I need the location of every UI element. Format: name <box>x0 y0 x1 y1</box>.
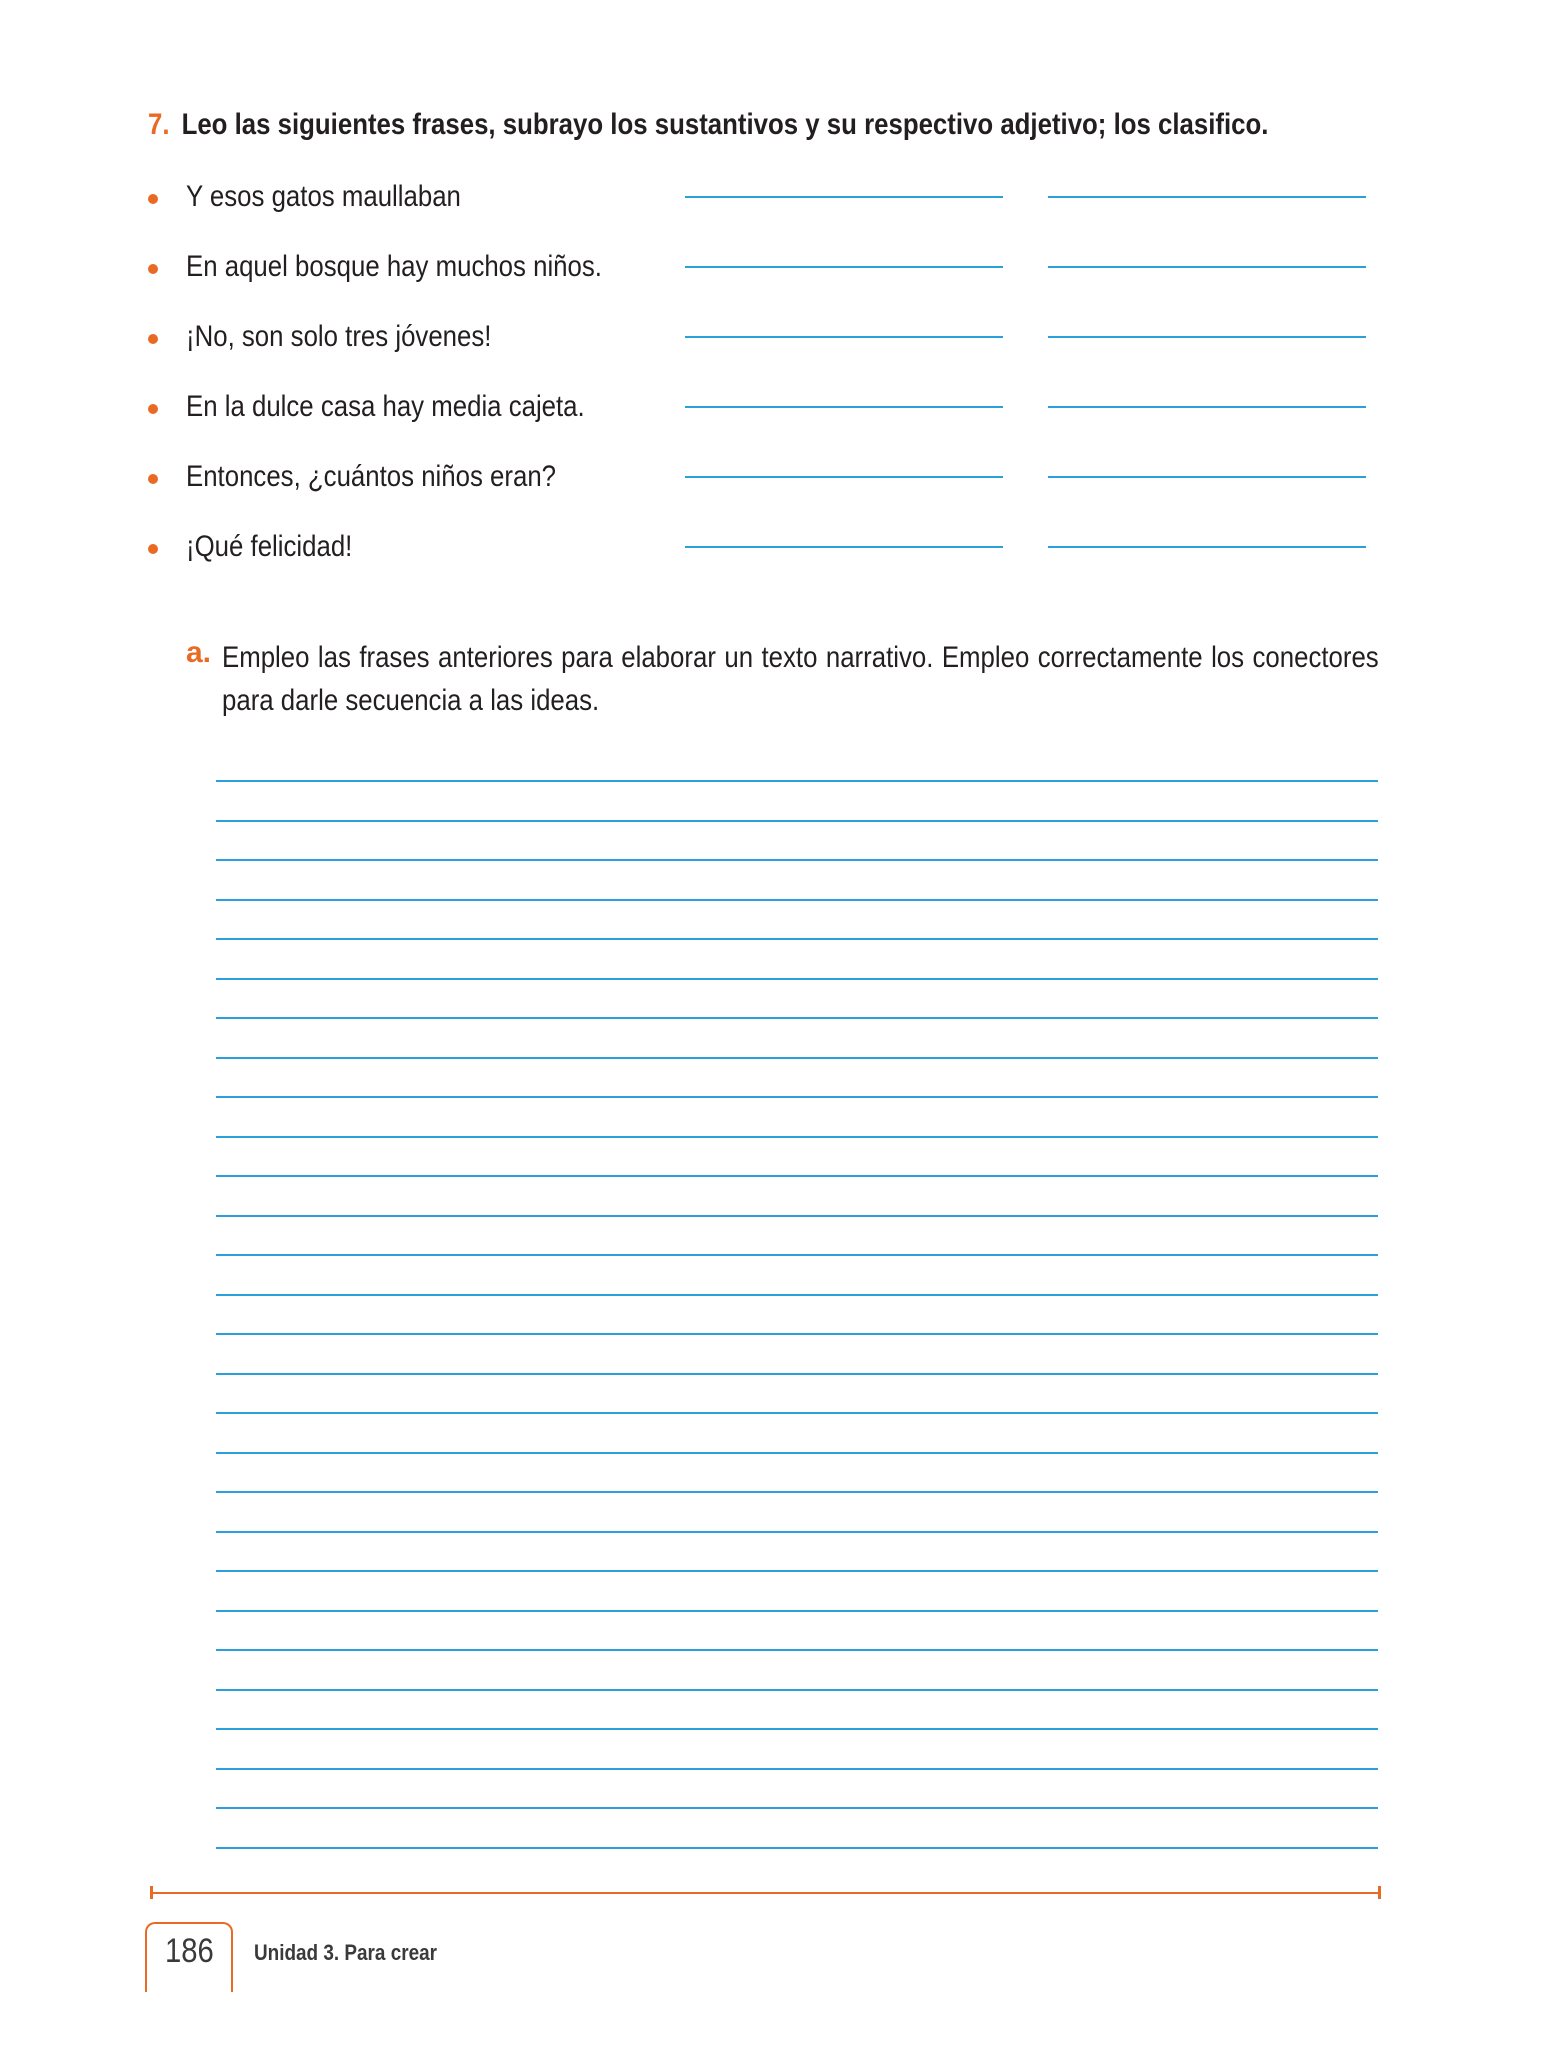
answer-line-adjective[interactable] <box>1048 196 1366 198</box>
answer-line-noun[interactable] <box>685 336 1003 338</box>
answer-line-adjective[interactable] <box>1048 546 1366 548</box>
writing-line[interactable] <box>216 1101 1378 1138</box>
bullet-icon <box>148 194 158 204</box>
writing-line[interactable] <box>216 824 1378 861</box>
footer-rule <box>150 1892 1380 1894</box>
phrase-row <box>148 520 1398 590</box>
writing-line[interactable] <box>216 1733 1378 1770</box>
answer-line-noun[interactable] <box>685 266 1003 268</box>
answer-line-adjective[interactable] <box>1048 406 1366 408</box>
writing-line[interactable] <box>216 1298 1378 1335</box>
writing-line[interactable] <box>216 1812 1378 1849</box>
bullet-icon <box>148 474 158 484</box>
answer-line-adjective[interactable] <box>1048 476 1366 478</box>
bullet-icon <box>148 544 158 554</box>
phrase-row <box>148 380 1398 450</box>
phrase-text: ¡No, son solo tres jóvenes! <box>186 320 492 353</box>
writing-line[interactable] <box>216 1140 1378 1177</box>
phrase-list <box>148 170 1398 590</box>
writing-line[interactable] <box>216 745 1378 782</box>
writing-line[interactable] <box>216 785 1378 822</box>
writing-line[interactable] <box>216 1417 1378 1454</box>
writing-line[interactable] <box>216 1338 1378 1375</box>
footer-rule-cap <box>150 1886 153 1899</box>
writing-line[interactable] <box>216 1219 1378 1256</box>
writing-line[interactable] <box>216 1180 1378 1217</box>
answer-line-noun[interactable] <box>685 406 1003 408</box>
answer-line-noun[interactable] <box>685 476 1003 478</box>
phrase-text: En la dulce casa hay media cajeta. <box>186 390 585 423</box>
writing-line[interactable] <box>216 1022 1378 1059</box>
writing-line[interactable] <box>216 1535 1378 1572</box>
writing-line[interactable] <box>216 982 1378 1019</box>
writing-line[interactable] <box>216 1456 1378 1493</box>
writing-line[interactable] <box>216 864 1378 901</box>
writing-line[interactable] <box>216 1061 1378 1098</box>
exercise-number: 7. <box>148 108 170 141</box>
writing-line[interactable] <box>216 903 1378 940</box>
writing-line[interactable] <box>216 1496 1378 1533</box>
phrase-text: ¡Qué felicidad! <box>186 530 353 563</box>
writing-line[interactable] <box>216 1614 1378 1651</box>
phrase-row <box>148 170 1398 240</box>
exercise-heading <box>148 108 1269 152</box>
writing-line[interactable] <box>216 943 1378 980</box>
writing-line[interactable] <box>216 1575 1378 1612</box>
page-number-tab <box>145 1922 233 1992</box>
exercise-instruction: Leo las siguientes frases, subrayo los sustantivos y su respectivo adjetivo; los clasifico. <box>181 108 1269 141</box>
sub-exercise-letter: a. <box>186 636 212 669</box>
footer-rule-cap <box>1378 1886 1381 1899</box>
answer-line-adjective[interactable] <box>1048 336 1366 338</box>
phrase-row <box>148 310 1398 380</box>
writing-line[interactable] <box>216 1693 1378 1730</box>
writing-area[interactable] <box>216 745 1378 1851</box>
answer-line-noun[interactable] <box>685 546 1003 548</box>
sub-exercise-instruction: Empleo las frases anteriores para elaborar un texto narrativo. Empleo correctamente los conectores para darle secuencia a las ideas. <box>222 641 1379 717</box>
writing-line[interactable] <box>216 1259 1378 1296</box>
bullet-icon <box>148 264 158 274</box>
answer-line-noun[interactable] <box>685 196 1003 198</box>
phrase-text: Entonces, ¿cuántos niños eran? <box>186 460 557 493</box>
writing-line[interactable] <box>216 1772 1378 1809</box>
writing-line[interactable] <box>216 1654 1378 1691</box>
bullet-icon <box>148 404 158 414</box>
phrase-row <box>148 450 1398 520</box>
answer-line-adjective[interactable] <box>1048 266 1366 268</box>
phrase-row <box>148 240 1398 310</box>
phrase-text: En aquel bosque hay muchos niños. <box>186 250 602 283</box>
writing-line[interactable] <box>216 1377 1378 1414</box>
phrase-text: Y esos gatos maullaban <box>186 180 461 213</box>
bullet-icon <box>148 334 158 344</box>
unit-label: Unidad 3. Para crear <box>254 1940 437 1965</box>
page-number: 186 <box>164 1932 214 1970</box>
